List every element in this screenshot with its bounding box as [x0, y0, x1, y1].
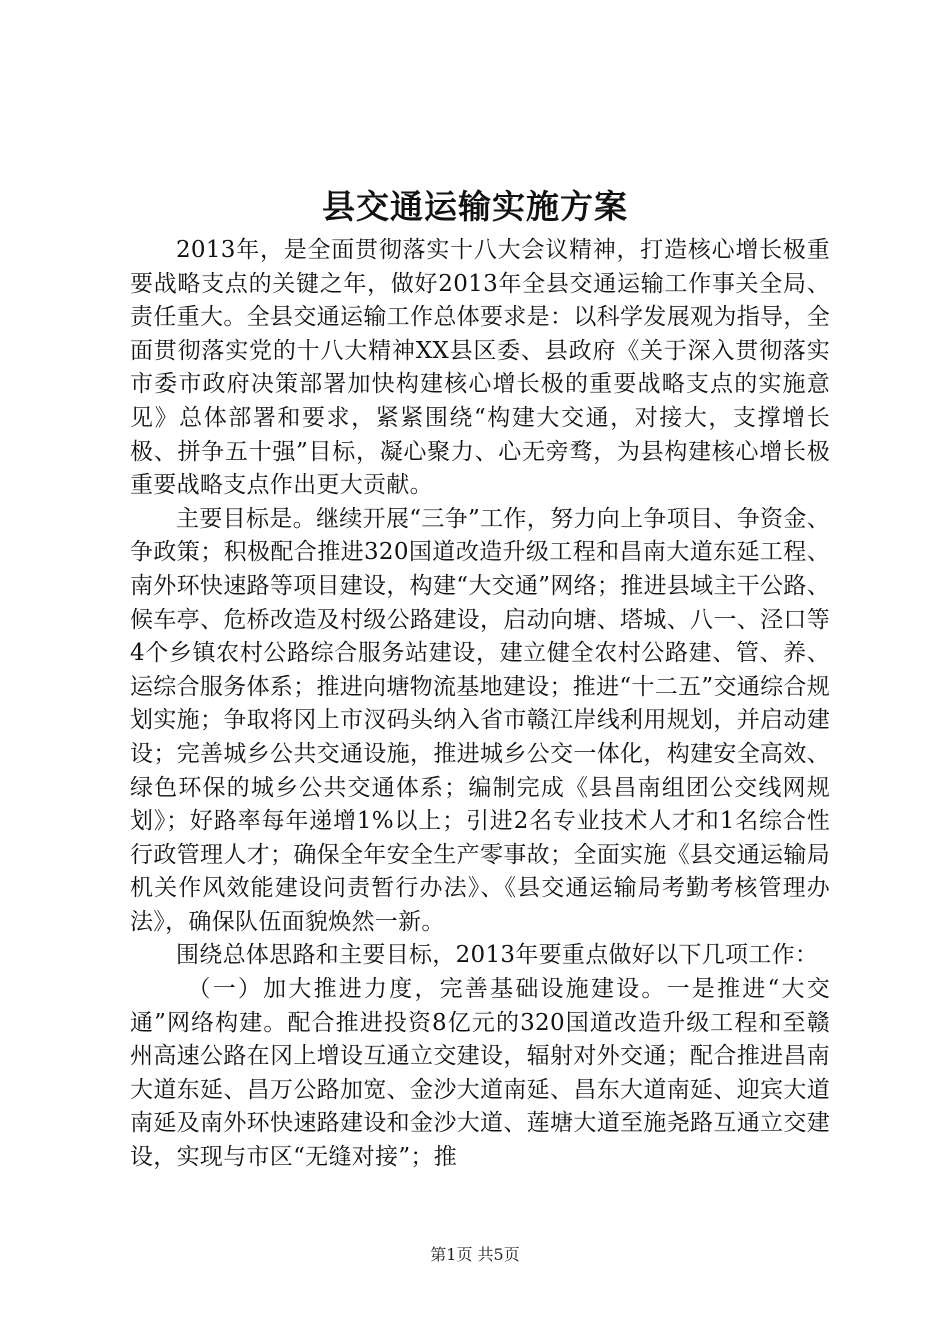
- document-body: [130, 234, 830, 1175]
- paragraph-key-tasks-intro: 围绕总体思路和主要目标，2013年要重点做好以下几项工作：: [176, 942, 819, 969]
- paragraph-main-targets: 主要目标是。继续开展“三争”工作，努力向上争项目、争资金、争政策；积极配合推进320国道改造升级工程和昌南大道东延工程、南外环快速路等项目建设，构建“大交通”网络；推进县域主干公路、候车亭、危桥改造及村级公路建设，启动向塘、塔城、八一、泾口等4个乡镇农村公路综合服务站建设，建立健全农村公路建、管、养、运综合服务体系；推进向塘物流基地建设；推进“十二五”交通综合规划实施；争取将冈上市汊码头纳入省市赣江岸线利用规划，并启动建设；完善城乡公共交通设施，推进城乡公交一体化，构建安全高效、绿色环保的城乡公共交通体系；编制完成《县昌南组团公交线网规划》；好路率每年递增1%以上；引进2名专业技术人才和1名综合性行政管理人才；确保全年安全生产零事故；全面实施《县交通运输局机关作风效能建设问责暂行办法》、《县交通运输局考勤考核管理办法》，确保队伍面貌焕然一新。: [130, 505, 830, 935]
- document-title: 县交通运输实施方案: [322, 187, 628, 226]
- page-footer: 第1页 共5页: [430, 1245, 520, 1264]
- paragraph-overall-requirements: 2013年，是全面贯彻落实十八大会议精神，打造核心增长极重要战略支点的关键之年，做好2013年全县交通运输工作事关全局、责任重大。全县交通运输工作总体要求是：以科学发展观为指导，全面贯彻落实党的十八大精神XX县区委、县政府《关于深入贯彻落实市委市政府决策部署加快构建核心增长极的重要战略支点的实施意见》总体部署和要求，紧紧围绕“构建大交通，对接大，支撑增长极、拼争五十强”目标，凝心聚力、心无旁骛，为县构建核心增长极重要战略支点作出更大贡献。: [130, 237, 830, 499]
- paragraph-infrastructure: （一）加大推进力度，完善基础设施建设。一是推进“大交通”网络构建。配合推进投资8亿元的320国道改造升级工程和至赣州高速公路在冈上增设互通立交建设，辐射对外交通；配合推进昌南大道东延、昌万公路加宽、金沙大道南延、昌东大道南延、迎宾大道南延及南外环快速路建设和金沙大道、莲塘大道至施尧路互通立交建设，实现与市区“无缝对接”；推: [130, 976, 830, 1171]
